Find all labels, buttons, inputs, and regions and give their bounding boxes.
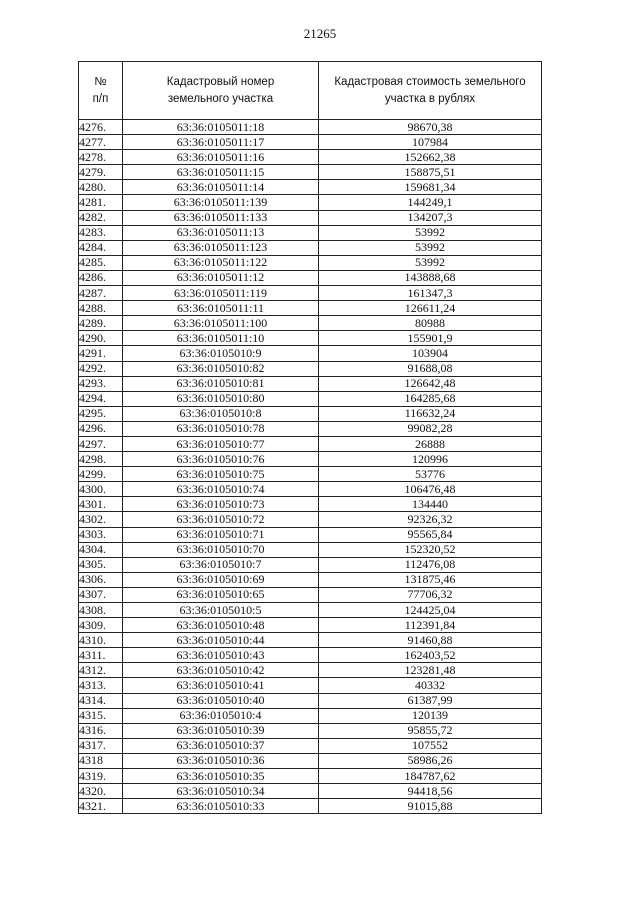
row-number: 4279.: [79, 165, 123, 180]
cadastral-number: 63:36:0105010:69: [123, 572, 319, 587]
row-number: 4280.: [79, 180, 123, 195]
header-number: [79, 62, 123, 120]
cadastral-value: 58986,26: [319, 753, 542, 768]
cadastral-number: 63:36:0105010:76: [123, 452, 319, 467]
cadastral-value: 152320,52: [319, 542, 542, 557]
cadastral-number: 63:36:0105010:77: [123, 436, 319, 451]
cadastral-value: 95565,84: [319, 527, 542, 542]
cadastral-value: 112391,84: [319, 618, 542, 633]
cadastral-value: 162403,52: [319, 648, 542, 663]
cadastral-number: 63:36:0105010:43: [123, 648, 319, 663]
row-number: 4287.: [79, 286, 123, 301]
cadastral-value: 103904: [319, 346, 542, 361]
cadastral-value: 77706,32: [319, 587, 542, 602]
table-row: [79, 436, 542, 451]
cadastral-number: 63:36:0105010:42: [123, 663, 319, 678]
cadastral-value: 91688,08: [319, 361, 542, 376]
row-number: 4309.: [79, 618, 123, 633]
row-number: 4306.: [79, 572, 123, 587]
table-row: [79, 361, 542, 376]
table-row: [79, 286, 542, 301]
cadastral-value: 53992: [319, 255, 542, 270]
table-row: [79, 603, 542, 618]
cadastral-number: 63:36:0105010:73: [123, 497, 319, 512]
table-row: [79, 738, 542, 753]
cadastral-value: 98670,38: [319, 120, 542, 135]
row-number: 4302.: [79, 512, 123, 527]
cadastral-value: 184787,62: [319, 769, 542, 784]
header-value-line2: участка в рублях: [384, 92, 476, 105]
table-row: [79, 376, 542, 391]
row-number: 4292.: [79, 361, 123, 376]
cadastral-number: 63:36:0105010:4: [123, 708, 319, 723]
row-number: 4294.: [79, 391, 123, 406]
cadastral-number: 63:36:0105010:80: [123, 391, 319, 406]
table-row: [79, 784, 542, 799]
table-row: [79, 331, 542, 346]
cadastral-number: 63:36:0105011:100: [123, 316, 319, 331]
cadastral-number: 63:36:0105011:122: [123, 255, 319, 270]
cadastral-value: 91460,88: [319, 633, 542, 648]
cadastral-number: 63:36:0105011:123: [123, 240, 319, 255]
row-number: 4310.: [79, 633, 123, 648]
cadastral-number: 63:36:0105010:5: [123, 603, 319, 618]
table-row: [79, 180, 542, 195]
cadastral-number: 63:36:0105010:82: [123, 361, 319, 376]
table-row: [79, 195, 542, 210]
cadastral-value: 106476,48: [319, 482, 542, 497]
table-row: [79, 678, 542, 693]
row-number: 4290.: [79, 331, 123, 346]
row-number: 4313.: [79, 678, 123, 693]
cadastral-number: 63:36:0105010:71: [123, 527, 319, 542]
row-number: 4276.: [79, 120, 123, 135]
cadastral-value: 94418,56: [319, 784, 542, 799]
cadastral-number: 63:36:0105010:41: [123, 678, 319, 693]
row-number: 4321.: [79, 799, 123, 814]
cadastral-number: 63:36:0105011:119: [123, 286, 319, 301]
cadastral-number: 63:36:0105011:18: [123, 120, 319, 135]
table-row: [79, 270, 542, 285]
table-row: [79, 557, 542, 572]
cadastral-number: 63:36:0105011:10: [123, 331, 319, 346]
cadastral-value: 123281,48: [319, 663, 542, 678]
row-number: 4282.: [79, 210, 123, 225]
cadastral-value: 95855,72: [319, 723, 542, 738]
cadastral-value: 143888,68: [319, 270, 542, 285]
cadastral-number: 63:36:0105010:40: [123, 693, 319, 708]
cadastral-number: 63:36:0105011:12: [123, 270, 319, 285]
row-number: 4316.: [79, 723, 123, 738]
cadastral-number: 63:36:0105010:7: [123, 557, 319, 572]
row-number: 4317.: [79, 738, 123, 753]
table-row: [79, 542, 542, 557]
table-row: [79, 587, 542, 602]
table-row: [79, 663, 542, 678]
cadastral-value: 126642,48: [319, 376, 542, 391]
cadastral-value: 107984: [319, 135, 542, 150]
cadastral-value: 26888: [319, 436, 542, 451]
cadastral-value: 53992: [319, 225, 542, 240]
table-row: [79, 648, 542, 663]
row-number: 4288.: [79, 301, 123, 316]
table-row: [79, 769, 542, 784]
cadastral-number: 63:36:0105010:34: [123, 784, 319, 799]
cadastral-number: 63:36:0105011:139: [123, 195, 319, 210]
cadastral-value: 91015,88: [319, 799, 542, 814]
row-number: 4304.: [79, 542, 123, 557]
header-cadastral-line1: Кадастровый номер: [166, 75, 275, 88]
table-row: [79, 316, 542, 331]
cadastral-number: 63:36:0105010:78: [123, 421, 319, 436]
cadastral-number: 63:36:0105011:14: [123, 180, 319, 195]
table-row: [79, 391, 542, 406]
row-number: 4289.: [79, 316, 123, 331]
cadastral-number: 63:36:0105011:15: [123, 165, 319, 180]
table-body: [79, 120, 542, 814]
row-number: 4319.: [79, 769, 123, 784]
cadastral-number: 63:36:0105010:74: [123, 482, 319, 497]
header-cadastral-line2: земельного участка: [167, 92, 274, 105]
table-row: [79, 512, 542, 527]
cadastral-value: 131875,46: [319, 572, 542, 587]
cadastral-value: 158875,51: [319, 165, 542, 180]
cadastral-number: 63:36:0105010:39: [123, 723, 319, 738]
table-row: [79, 421, 542, 436]
row-number: 4315.: [79, 708, 123, 723]
cadastral-number: 63:36:0105010:65: [123, 587, 319, 602]
table-row: [79, 225, 542, 240]
cadastral-number: 63:36:0105010:35: [123, 769, 319, 784]
cadastral-number: 63:36:0105010:37: [123, 738, 319, 753]
header-cadastral-number: [123, 62, 319, 120]
table-row: [79, 301, 542, 316]
row-number: 4312.: [79, 663, 123, 678]
table-row: [79, 799, 542, 814]
cadastral-value: 134207,3: [319, 210, 542, 225]
cadastral-number: 63:36:0105011:16: [123, 150, 319, 165]
row-number: 4281.: [79, 195, 123, 210]
cadastral-number: 63:36:0105010:9: [123, 346, 319, 361]
row-number: 4278.: [79, 150, 123, 165]
row-number: 4297.: [79, 436, 123, 451]
table-row: [79, 165, 542, 180]
row-number: 4293.: [79, 376, 123, 391]
cadastral-value: 112476,08: [319, 557, 542, 572]
table-row: [79, 497, 542, 512]
cadastral-value: 40332: [319, 678, 542, 693]
cadastral-value: 155901,9: [319, 331, 542, 346]
header-number-line1: №: [94, 75, 107, 88]
row-number: 4300.: [79, 482, 123, 497]
page-number: 21265: [303, 26, 337, 41]
table-row: [79, 255, 542, 270]
cadastral-value-table: [78, 61, 542, 814]
row-number: 4299.: [79, 467, 123, 482]
cadastral-number: 63:36:0105010:48: [123, 618, 319, 633]
table-row: [79, 482, 542, 497]
cadastral-number: 63:36:0105011:11: [123, 301, 319, 316]
row-number: 4286.: [79, 270, 123, 285]
row-number: 4284.: [79, 240, 123, 255]
cadastral-number: 63:36:0105010:81: [123, 376, 319, 391]
cadastral-value: 126611,24: [319, 301, 542, 316]
row-number: 4277.: [79, 135, 123, 150]
table-row: [79, 135, 542, 150]
cadastral-value: 116632,24: [319, 406, 542, 421]
cadastral-number: 63:36:0105010:8: [123, 406, 319, 421]
table-row: [79, 572, 542, 587]
cadastral-value: 92326,32: [319, 512, 542, 527]
cadastral-value: 107552: [319, 738, 542, 753]
cadastral-number: 63:36:0105010:33: [123, 799, 319, 814]
cadastral-value: 120996: [319, 452, 542, 467]
table-row: [79, 633, 542, 648]
table-row: [79, 753, 542, 768]
header-value-line1: Кадастровая стоимость земельного: [334, 75, 526, 88]
row-number: 4314.: [79, 693, 123, 708]
cadastral-value: 161347,3: [319, 286, 542, 301]
table-row: [79, 406, 542, 421]
table-row: [79, 693, 542, 708]
row-number: 4308.: [79, 603, 123, 618]
cadastral-value: 134440: [319, 497, 542, 512]
header-cadastral-value: [319, 62, 542, 120]
table-row: [79, 210, 542, 225]
table-row: [79, 346, 542, 361]
cadastral-value: 99082,28: [319, 421, 542, 436]
table-row: [79, 467, 542, 482]
cadastral-value: 61387,99: [319, 693, 542, 708]
cadastral-value: 124425,04: [319, 603, 542, 618]
row-number: 4303.: [79, 527, 123, 542]
row-number: 4296.: [79, 421, 123, 436]
cadastral-value: 144249,1: [319, 195, 542, 210]
cadastral-value: 120139: [319, 708, 542, 723]
cadastral-value: 164285,68: [319, 391, 542, 406]
row-number: 4301.: [79, 497, 123, 512]
cadastral-value: 159681,34: [319, 180, 542, 195]
row-number: 4285.: [79, 255, 123, 270]
cadastral-value: 53776: [319, 467, 542, 482]
cadastral-number: 63:36:0105010:70: [123, 542, 319, 557]
table-row: [79, 708, 542, 723]
table-row: [79, 452, 542, 467]
cadastral-number: 63:36:0105011:13: [123, 225, 319, 240]
row-number: 4298.: [79, 452, 123, 467]
row-number: 4283.: [79, 225, 123, 240]
cadastral-number: 63:36:0105010:36: [123, 753, 319, 768]
cadastral-value: 53992: [319, 240, 542, 255]
table-row: [79, 240, 542, 255]
table-row: [79, 723, 542, 738]
table-row: [79, 120, 542, 135]
row-number: 4311.: [79, 648, 123, 663]
cadastral-value: 152662,38: [319, 150, 542, 165]
table-header-row: [79, 62, 542, 120]
row-number: 4291.: [79, 346, 123, 361]
table-row: [79, 618, 542, 633]
header-number-line2: п/п: [92, 92, 109, 105]
cadastral-number: 63:36:0105010:72: [123, 512, 319, 527]
row-number: 4305.: [79, 557, 123, 572]
cadastral-number: 63:36:0105010:75: [123, 467, 319, 482]
cadastral-number: 63:36:0105011:17: [123, 135, 319, 150]
row-number: 4295.: [79, 406, 123, 421]
row-number: 4307.: [79, 587, 123, 602]
table-row: [79, 150, 542, 165]
row-number: 4320.: [79, 784, 123, 799]
cadastral-number: 63:36:0105011:133: [123, 210, 319, 225]
cadastral-number: 63:36:0105010:44: [123, 633, 319, 648]
row-number: 4318: [79, 753, 123, 768]
cadastral-value: 80988: [319, 316, 542, 331]
table-row: [79, 527, 542, 542]
